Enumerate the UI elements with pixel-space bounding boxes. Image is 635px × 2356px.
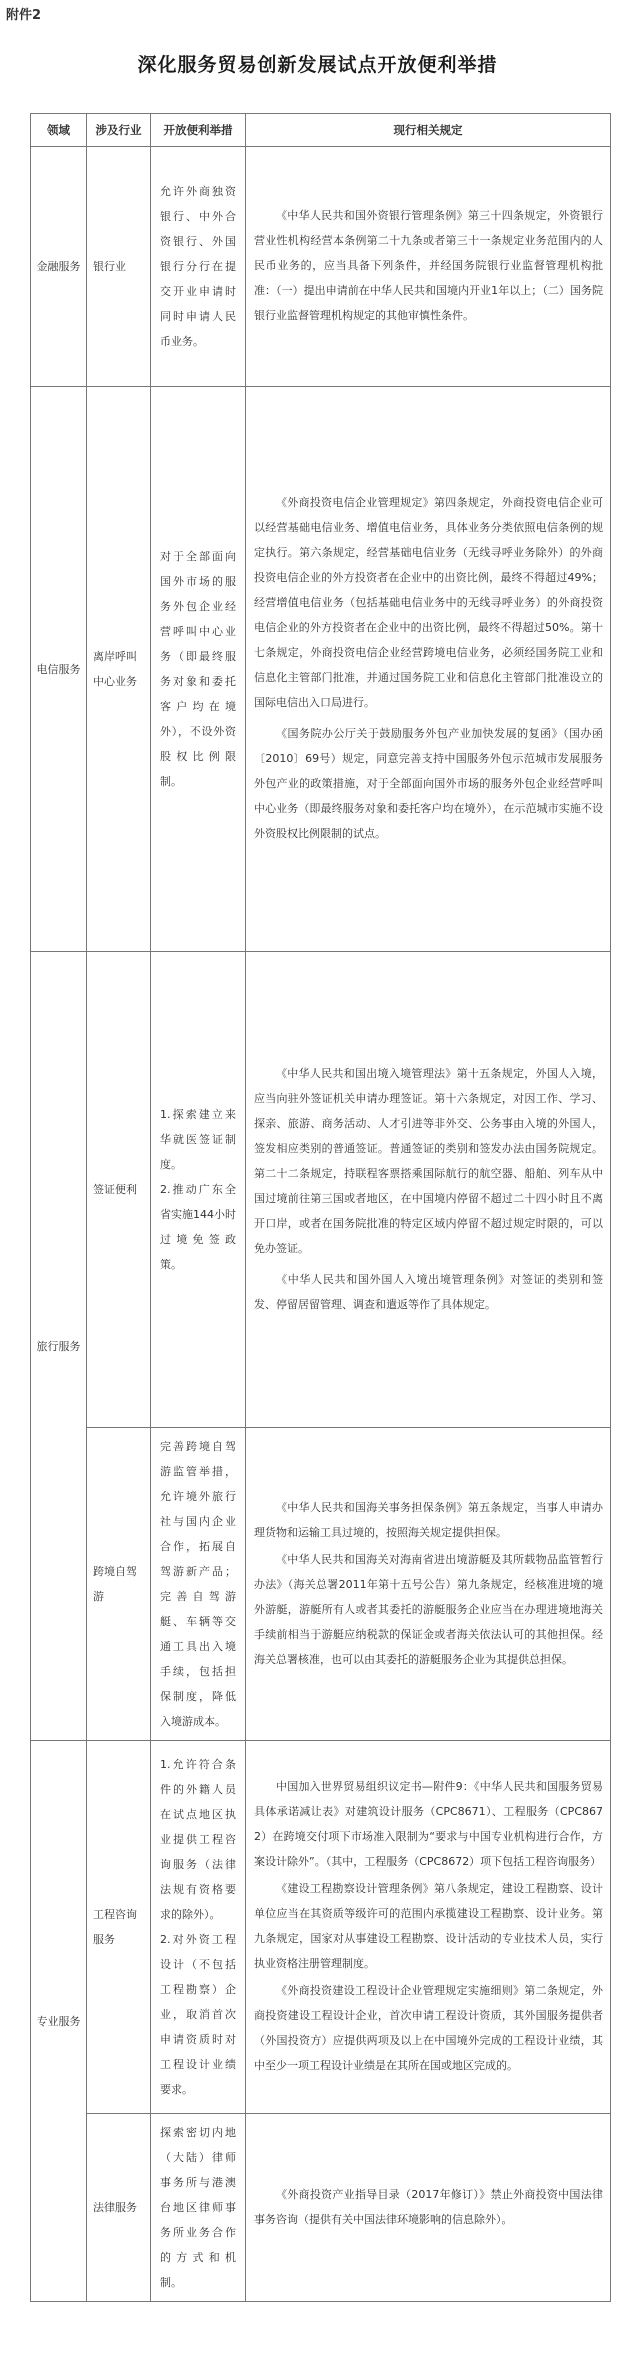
- measure-cell: [151, 1428, 246, 1741]
- industry-cell: 签证便利: [87, 952, 151, 1428]
- table-row: [31, 2114, 611, 2302]
- rules-cell: [246, 147, 611, 387]
- rule-paragraph: 《中华人民共和国海关事务担保条例》第五条规定，当事人申请办理货物和运输工具过境的，按照海关规定提供担保。: [254, 1500, 603, 1539]
- table-row: [31, 387, 611, 952]
- industry-cell: 法律服务: [87, 2114, 151, 2302]
- rule-paragraph: 《中华人民共和国外资银行管理条例》第三十四条规定，外资银行营业性机构经营本条例第二十九条或者第三十一条规定业务范围内的人民币业务的，应当具备下列条件，并经国务院银行业监督管理机构批准：（一）提出申请前在中华人民共和国境内开业1年以上；（二）国务院银行业监督管理机构规定的其他审慎性条件。: [254, 209, 603, 322]
- industry-cell: 离岸呼叫中心业务: [87, 387, 151, 952]
- table-row: [31, 952, 611, 1428]
- measure-text: 对于全部面向国外市场的服务外包企业经营呼叫中心业务（即最终服务对象和委托客户均在境外），不设外资股权比例限制。: [160, 550, 236, 788]
- attachment-label: 附件2: [6, 8, 42, 23]
- rule-paragraph: 《中华人民共和国出境入境管理法》第十五条规定，外国人入境，应当向驻外签证机关申请办理签证。第十六条规定，对因工作、学习、探亲、旅游、商务活动、人才引进等非外交、公务事由入境的外国人，签发相应类别的普通签证。普通签证的类别和签发办法由国务院规定。第二十二条规定，持联程客票搭乘国际航行的航空器、船舶、列车从中国过境前往第三国或者地区，在中国境内停留不超过二十四小时且不离开口岸，或者在国务院批准的特定区域内停留不超过规定时限的，可以免办签证。: [254, 1066, 603, 1255]
- measures-table: [30, 113, 611, 2302]
- measure-item: 2.对外资工程设计（不包括工程勘察）企业，取消首次申请资质时对工程设计业绩要求。: [160, 1933, 236, 2096]
- measure-item: 2.推动广东全省实施144小时过境免签政策。: [160, 1183, 236, 1271]
- industry-cell: 跨境自驾游: [87, 1428, 151, 1741]
- rule-paragraph: 《建设工程勘察设计管理条例》第八条规定，建设工程勘察、设计单位应当在其资质等级许可的范围内承揽建设工程勘察、设计业务。第九条规定，国家对从事建设工程勘察、设计活动的专业技术人员，实行执业资格注册管理制度。: [254, 1882, 603, 1970]
- domain-cell-travel: 旅行服务: [31, 952, 87, 1741]
- rules-cell: [246, 2114, 611, 2302]
- measure-cell: [151, 952, 246, 1428]
- rule-paragraph: 《中华人民共和国外国人入境出境管理条例》对签证的类别和签发、停留居留管理、调查和遣返等作了具体规定。: [254, 1272, 603, 1311]
- domain-cell-finance: 金融服务: [31, 147, 87, 387]
- measure-item: 1.探索建立来华就医签证制度。: [160, 1108, 236, 1171]
- rules-cell: [246, 1741, 611, 2114]
- domain-cell-telecom: 电信服务: [31, 387, 87, 952]
- rules-cell: [246, 1428, 611, 1741]
- measure-cell: [151, 1741, 246, 2114]
- measure-cell: [151, 147, 246, 387]
- domain-cell-professional: 专业服务: [31, 1741, 87, 2302]
- page-title: 深化服务贸易创新发展试点开放便利举措: [137, 54, 498, 76]
- rule-paragraph: 《中华人民共和国海关对海南省进出境游艇及其所载物品监管暂行办法》（海关总署2011年第十五号公告）第九条规定，经核准进境的境外游艇，游艇所有人或者其委托的游艇服务企业应当在办理进境地海关手续前相当于游艇应纳税款的保证金或者海关依法认可的其他担保。经海关总署核准，也可以由其委托的游艇服务企业为其提供总担保。: [254, 1552, 603, 1666]
- measure-item: 1.允许符合条件的外籍人员在试点地区执业提供工程咨询服务（法律法规有资格要求的除外）。: [160, 1758, 236, 1921]
- table-header-row: [31, 114, 611, 147]
- measure-text: 允许外商独资银行、中外合资银行、外国银行分行在提交开业申请时同时申请人民币业务。: [160, 185, 236, 348]
- header-industry: 涉及行业: [87, 114, 151, 147]
- rule-paragraph: 中国加入世界贸易组织议定书—附件9：《中华人民共和国服务贸易具体承诺减让表》对建筑设计服务（CPC8671）、工程服务（CPC8672）在跨境交付项下市场准入限制为“要求与中国专业机构进行合作，方案设计除外”。（其中，工程服务（CPC8672）项下包括工程咨询服务）: [254, 1780, 603, 1868]
- table-row: [31, 147, 611, 387]
- measure-cell: [151, 2114, 246, 2302]
- header-measure: 开放便利举措: [151, 114, 246, 147]
- rule-paragraph: 《外商投资产业指导目录（2017年修订）》禁止外商投资中国法律事务咨询（提供有关中国法律环境影响的信息除外）。: [254, 2187, 603, 2226]
- industry-cell: 工程咨询服务: [87, 1741, 151, 2114]
- rules-cell: [246, 952, 611, 1428]
- header-domain: 领域: [31, 114, 87, 147]
- measure-text: 探索密切内地（大陆）律师事务所与港澳台地区律师事务所业务合作的方式和机制。: [160, 2126, 236, 2289]
- industry-cell: 银行业: [87, 147, 151, 387]
- table-row: [31, 1741, 611, 2114]
- rule-paragraph: 《外商投资建设工程设计企业管理规定实施细则》第二条规定，外商投资建设工程设计企业，首次申请工程设计资质，其外国服务提供者（外国投资方）应提供两项及以上在中国境外完成的工程设计业绩，其中至少一项工程设计业绩是在其所在国或地区完成的。: [254, 1984, 603, 2072]
- rule-paragraph: 《国务院办公厅关于鼓励服务外包产业加快发展的复函》（国办函〔2010〕69号）规定，同意完善支持中国服务外包示范城市发展服务外包产业的政策措施，对于全部面向国外市场的服务外包企业经营呼叫中心业务（即最终服务对象和委托客户均在境外），在示范城市实施不设外资股权比例限制的试点。: [254, 727, 603, 840]
- table-row: [31, 1428, 611, 1741]
- rules-cell: [246, 387, 611, 952]
- measure-text: 完善跨境自驾游监管举措，允许境外旅行社与国内企业合作，拓展自驾游新产品；完善自驾游艇、车辆等交通工具出入境手续，包括担保制度，降低入境游成本。: [160, 1440, 236, 1728]
- rule-paragraph: 《外商投资电信企业管理规定》第四条规定，外商投资电信企业可以经营基础电信业务、增值电信业务，具体业务分类依照电信条例的规定执行。第六条规定，经营基础电信业务（无线寻呼业务除外）的外商投资电信企业的外方投资者在企业中的出资比例，最终不得超过49%；经营增值电信业务（包括基础电信业务中的无线寻呼业务）的外商投资电信企业的外方投资者在企业中的出资比例，最终不得超过50%。第十七条规定，外商投资电信企业经营跨境电信业务，必须经国务院工业和信息化主管部门批准，并通过国务院工业和信息化主管部门批准设立的国际电信出入口局进行。: [254, 496, 603, 709]
- header-rules: 现行相关规定: [246, 114, 611, 147]
- measure-cell: [151, 387, 246, 952]
